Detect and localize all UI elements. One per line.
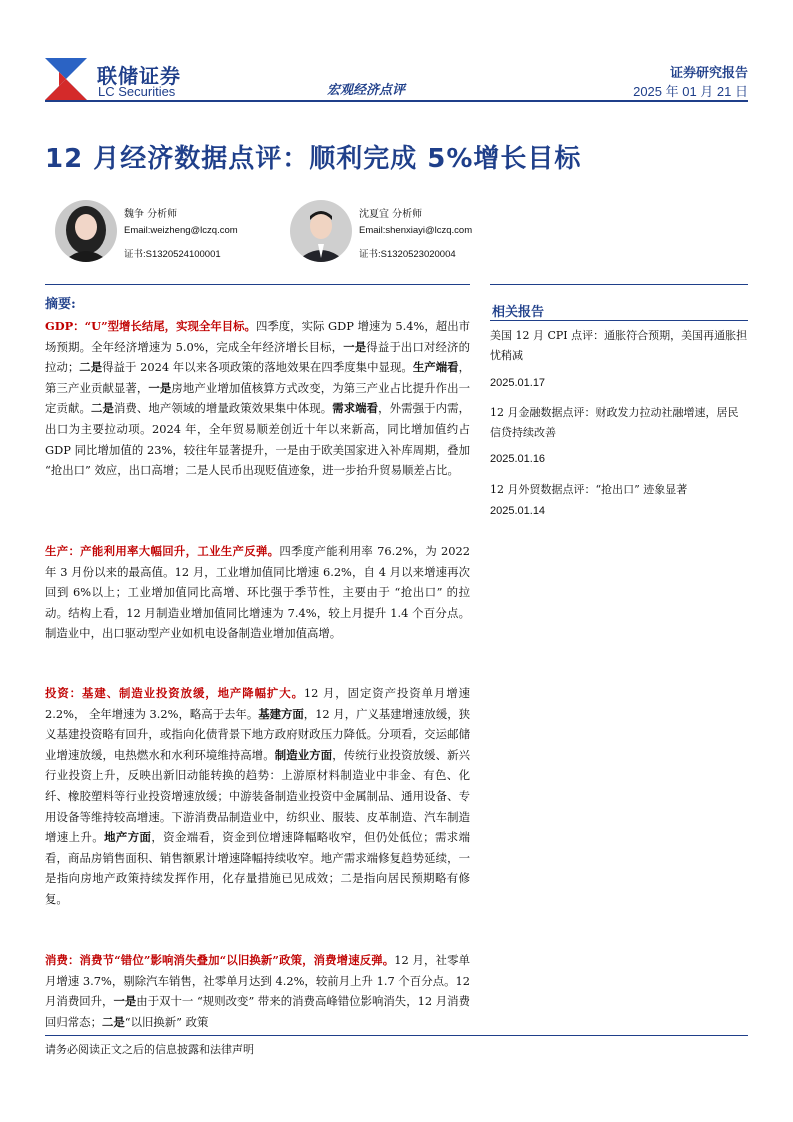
related-report-2[interactable]: 12 月金融数据点评：财政发力拉动社融增速，居民信贷持续改善 — [490, 406, 739, 439]
report-type: 证券研究报告 — [669, 66, 748, 81]
analyst-cert-1: 证书:S1320524100001 — [124, 249, 221, 260]
analyst-email-2[interactable]: Email:shenxiayi@lczq.com — [359, 225, 473, 236]
analyst-cert-2: 证书:S1320523020004 — [359, 249, 456, 260]
gdp-bold-3: 生产端看 — [412, 360, 459, 375]
investment-text-3: ，传统行业投资放缓、新兴行业投资上升，反映出新旧动能转换的趋势：上游原材料制造业中非金、有色、化纤、橡胶塑料等行业投资增速放缓；中游装备制造业投资中金属制品、通用设备、专用设备等维持较高增速。下游消费品制造业中，纺织业、服装、皮革制造、汽车制造增速上升。 — [45, 747, 470, 845]
gdp-text-4: ，第三产业贡献显著， — [45, 360, 470, 395]
gdp-bold-1: 一是 — [343, 339, 367, 354]
related-report-1-date: 2025.01.17 — [490, 377, 546, 389]
investment-bold-2: 制造业方面 — [274, 747, 333, 762]
consumption-text-1: 12 月，社零单月增速 3.7%，剔除汽车销售，社零单月达到 4.2%，较前月上升 1.7 个百分点。12 月消费回升， — [45, 953, 470, 1009]
gdp-bold-2: 二是 — [79, 360, 103, 375]
analyst-photo-2 — [290, 200, 352, 262]
sidebar-top-rule — [490, 284, 748, 285]
gdp-text-5: 房地产业增加值核算方式改变，为第三产业占比提升作出一定贡献。 — [45, 380, 470, 416]
sidebar-title-rule — [490, 320, 748, 321]
investment-text-2: ，12 月，广义基建增速放缓，狭义基建投资略有回升，或指向化债背景下地方政府财政压力降低。分项看，交运邮储业增速放缓，电热燃水和水利环境维持高增。 — [45, 706, 470, 762]
analyst-name-2: 沈夏宜 分析师 — [359, 209, 423, 220]
related-report-1[interactable]: 美国 12 月 CPI 点评：通胀符合预期，美国再通胀担忧稍减 — [490, 329, 748, 362]
report-date: 2025 年 01 月 21 日 — [633, 84, 748, 99]
analyst-photo-1 — [55, 200, 117, 262]
consumption-text-2: 由于双十一 “规则改变” 带来的消费高峰错位影响消失，12 月消费回归常态； — [45, 994, 470, 1029]
footer-disclaimer: 请务必阅读正文之后的信息披露和法律声明 — [45, 1043, 254, 1056]
page-title: 12 月经济数据点评：顺利完成 5%增长目标 — [45, 144, 582, 174]
related-reports-title: 相关报告 — [492, 305, 545, 320]
investment-text-1: 12 月，固定资产投资单月增速 2.2%， 全年增速为 3.2%，略高于去年。 — [45, 686, 470, 721]
paragraph-gdp — [45, 316, 470, 481]
paragraph-production — [45, 541, 470, 644]
header-divider — [45, 100, 748, 102]
production-lead: 生产：产能利用率大幅回升，工业生产反弹。 — [45, 544, 280, 558]
investment-lead: 投资：基建、制造业投资放缓，地产降幅扩大。 — [45, 686, 304, 700]
investment-text-4: ，资金端看，资金到位增速降幅略收窄，但仍处低位；需求端看，商品房销售面积、销售额累计增速降幅持续收窄。地产需求端修复趋势延续，一是指向房地产政策持续发挥作用，化存量措施已见成效；二是指向居民预期略有修复。 — [45, 830, 470, 906]
gdp-text-1: 四季度，实际 GDP 增速为 5.4%，超出市场预期。全年经济增速为 5.0%，完成全年经济增长目标， — [45, 319, 470, 354]
analyst-name-1: 魏争 分析师 — [124, 209, 178, 220]
investment-bold-3: 地产方面 — [104, 830, 152, 845]
related-report-3[interactable]: 12 月外贸数据点评：“抢出口” 迹象显著 — [490, 483, 688, 496]
gdp-text-7: ，外需强于内需，出口为主要拉动项。2024 年，全年贸易顺差创近十年以来新高，同比增加值约占 GDP 同比增加值的 23%，较往年显著提升，一是由于欧美国家进入补库周期，叠加 “抢出口” 效应，出口高增；二是人民币出现贬值迹象，进一步抬升贸易顺差占比。 — [45, 401, 470, 478]
gdp-bold-4: 一是 — [148, 380, 172, 395]
consumption-bold-1: 一是 — [113, 994, 137, 1009]
footer-rule — [45, 1035, 748, 1036]
gdp-text-2: 得益于出口对经济的拉动； — [45, 339, 470, 375]
abstract-top-rule — [45, 284, 470, 285]
gdp-bold-5: 二是 — [90, 401, 114, 416]
report-category: 宏观经济点评 — [327, 83, 406, 98]
paragraph-consumption — [45, 950, 470, 1034]
consumption-bold-2: 二是 — [101, 1014, 125, 1029]
company-name: 联储证券 — [97, 64, 181, 88]
consumption-lead: 消费：消费节“错位”影响消失叠加“以旧换新”政策，消费增速反弹。 — [45, 953, 395, 967]
related-report-3-date: 2025.01.14 — [490, 505, 546, 517]
company-logo-icon — [45, 58, 87, 100]
gdp-lead: GDP：“U”型增长结尾，实现全年目标。 — [45, 319, 256, 333]
investment-bold-1: 基建方面 — [258, 706, 304, 721]
gdp-text-6: 消费、地产领域的增量政策效果集中体现。 — [113, 401, 333, 416]
consumption-text-3: “以旧换新” 政策 — [124, 1014, 209, 1029]
abstract-label: 摘要: — [45, 297, 76, 312]
related-report-2-date: 2025.01.16 — [490, 453, 546, 465]
production-text-1: 四季度产能利用率 76.2%，为 2022 年 3 月份以来的最高值。12 月，工业增加值同比增速 6.2%，自 4 月以来增速再次回到 6%以上；工业增加值同比高增、环比强于季节性，主要由于 “抢出口” 的拉动。结构上看，12 月制造业增加值同比增速为 7.4%，较上月提升 1.4 个百分点。制造业中，出口驱动型产业如机电设备制造业增加值高增。 — [45, 544, 470, 641]
paragraph-investment — [45, 683, 470, 910]
analyst-email-1[interactable]: Email:weizheng@lczq.com — [124, 225, 238, 236]
company-name-en: LC Securities — [98, 84, 176, 99]
gdp-text-3: 得益于 2024 年以来各项政策的落地效果在四季度集中显现。 — [102, 360, 413, 375]
gdp-bold-6: 需求端看 — [332, 401, 379, 416]
